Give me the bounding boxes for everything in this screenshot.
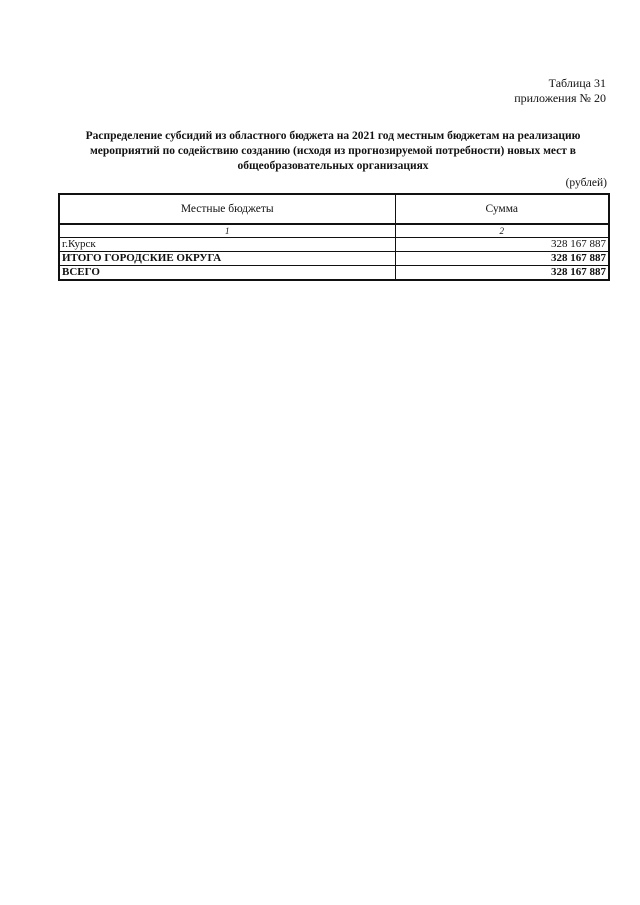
table-number: Таблица 31	[548, 76, 606, 90]
document-title	[58, 129, 608, 174]
column-number-row	[59, 224, 609, 238]
table-row	[59, 238, 609, 252]
appendix-reference: приложения № 20	[514, 91, 606, 105]
column-number-2: 2	[395, 224, 609, 238]
column-header-amount: Сумма	[395, 194, 609, 224]
column-header-budgets: Местные бюджеты	[59, 194, 395, 224]
row-amount: 328 167 887	[395, 252, 609, 266]
table-row-total	[59, 266, 609, 281]
row-name: г.Курск	[59, 238, 395, 252]
row-amount: 328 167 887	[395, 238, 609, 252]
column-number-1: 1	[59, 224, 395, 238]
unit-label: (рублей)	[565, 177, 607, 189]
title-line-1: Распределение субсидий из областного бюджета на 2021 год местным бюджетам на реализацию	[85, 130, 581, 142]
row-name: ИТОГО ГОРОДСКИЕ ОКРУГА	[59, 252, 395, 266]
table-header-row	[59, 194, 609, 224]
table-header-label	[514, 76, 606, 106]
row-amount: 328 167 887	[395, 266, 609, 281]
title-line-3: общеобразовательных организациях	[237, 160, 429, 172]
table-row-subtotal	[59, 252, 609, 266]
title-line-2: мероприятий по содействию созданию (исходя из прогнозируемой потребности) новых мест в	[89, 145, 577, 157]
row-name: ВСЕГО	[59, 266, 395, 281]
subsidy-table	[58, 193, 610, 281]
